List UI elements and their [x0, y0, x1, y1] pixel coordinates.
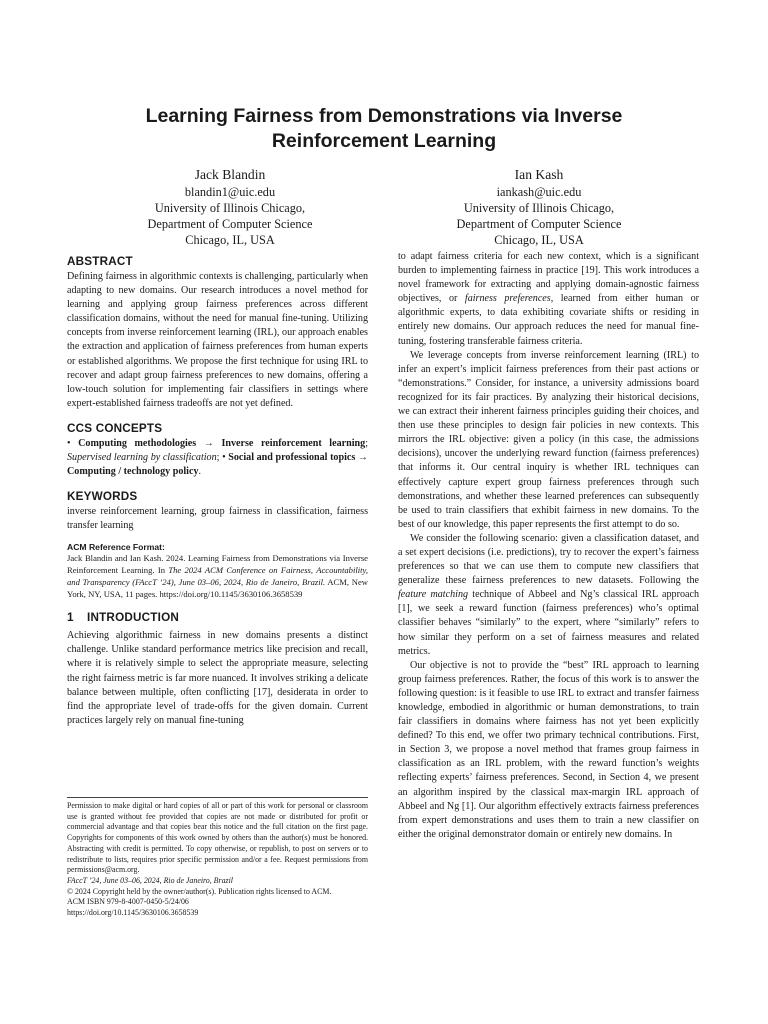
right-column — [398, 250, 699, 842]
author-affiliation: University of Illinois Chicago, — [154, 201, 306, 215]
acm-reference-venue: The 2024 ACM Conference on Fairness, Accountability, and Transparency (FAccT ’24), June 03–06, 2024, Rio de Janeiro, Brazil. — [67, 565, 368, 587]
permission-text: Permission to make digital or hard copies of all or part of this work for personal or classroom use is granted without fee provided that copies are not made or distributed for profit or commercial advantage and that copies bear this notice and the full citation on the first page. Copyrights for components of this work owned by others than the author(s) must be honored. Abstracting with credit is permitted. To copy otherwise, or republish, to post on servers or to redistribute to lists, requires prior specific permission and/or a fee. Request permissions from permissions@acm.org. — [67, 801, 368, 875]
author-location: Chicago, IL, USA — [494, 233, 584, 247]
intro-paragraph-1-continued — [398, 250, 699, 349]
author-name: Ian Kash — [514, 167, 564, 182]
author-location: Chicago, IL, USA — [185, 233, 275, 247]
intro-text: , learned from either human or algorithmic experts, to data exhibiting covariate shifts or residing in entirely new domains. Our approach reduces the need for manual fine-tuning, fostering transferable fairness criteria. — [398, 293, 699, 347]
ccs-bullet: • — [222, 452, 226, 464]
keywords-heading: KEYWORDS — [67, 490, 138, 504]
intro-text: to adapt fairness criteria for each new context, which is a significant burden to implementing fairness in practice [19]. This work introduces a novel framework for extracting and applying domain-agnostic fairness objectives, or — [398, 251, 699, 305]
ccs-heading: CCS CONCEPTS — [67, 421, 163, 435]
abstract-heading: ABSTRACT — [67, 255, 133, 268]
title-line-1: Learning Fairness from Demonstrations via Inverse — [145, 105, 623, 127]
permission-footnote — [67, 797, 368, 919]
author-email: blandin1@uic.edu — [184, 185, 276, 199]
isbn-line: ACM ISBN 979-8-4007-0450-5/24/06 — [67, 897, 189, 907]
intro-text: We consider the following scenario: given a classification dataset, and a set expert decisions (i.e. predictions), try to recover the expert’s fairness preferences so that we can use them to compute new classifiers that generalize these fairness preferences to new datasets. Following the — [398, 532, 699, 587]
conference-line: FAccT ’24, June 03–06, 2024, Rio de Janeiro, Brazil — [67, 875, 233, 885]
ccs-sep: ; — [365, 437, 369, 449]
ccs-item-1-sub: Supervised learning by classification — [67, 452, 217, 464]
author-block-2 — [414, 166, 664, 248]
section-title: INTRODUCTION — [87, 611, 179, 625]
paper-title — [60, 104, 708, 154]
acm-reference-doi: ACM, New York, NY, USA, 11 pages. https://doi.org/10.1145/3630106.3658539 — [67, 576, 368, 599]
acm-reference-text — [67, 553, 368, 600]
intro-paragraph-4: Our objective is not to provide the “best” IRL approach to learning group fairness preferences. Rather, the focus of this work is to answer the following question: is it feasible to use IRL to extract and transfer fairness knowledge, embodied in algorithmic or human demonstrations, to train fair classifiers in domains where fairness has not yet been explicitly defined? To this end, we offer two primary technical contributions. First, in Section 3, we propose a novel method that frames group fairness in classification as an IRL problem, with the reward function’s weights reflecting experts’ fairness preferences. Second, in Section 4, we present an algorithm inspired by the classical max-margin IRL approach of Abbeel and Ng [1]. Our algorithm effectively extracts fairness preferences from expert demonstrations and uses them to train a new classifier on either the original demonstrator domain or entirely new domains. In — [398, 659, 699, 840]
doi-link[interactable]: https://doi.org/10.1145/3630106.3658539 — [67, 908, 199, 918]
author-department: Department of Computer Science — [456, 217, 622, 231]
intro-paragraph-2: We leverage concepts from inverse reinforcement learning (IRL) to infer an expert’s implicit fairness preferences from their past actions or “demonstrations.” Consider, for instance, a university admissions board recognized for its fair practices. By analyzing their historical decisions, we can extract their inherent fairness principles guiding their choices, and then use these principles to design fair policies in new contexts. This mirrors the IRL objective: given a policy (in this case, the admissions decisions), uncover the underlying reward function (fairness preferences) that informs it. Our central inquiry is whether IRL techniques can effectively capture expert group fairness preferences through such demonstrations, and whether these learned preferences can subsequently be used to train classifiers that exhibit fairness in new domains. To the best of our knowledge, this paper represents the first attempt to do so. — [398, 349, 699, 530]
intro-paragraph-3 — [398, 532, 699, 659]
abstract-text: Defining fairness in algorithmic contexts is challenging, particularly when adapting to new domains. Our research introduces a novel method for learning and applying group fairness preferences across different classification domains, without the need for manual fine-tuning. Utilizing concepts from inverse reinforcement learning (IRL), our approach enables the extraction and application of fairness preferences from human experts or established algorithms. We propose the first technique for using IRL to recover and adapt group fairness preferences to new domains, offering a low-touch solution for implementing fair classifiers in settings where expert-established fairness tradeoffs are not yet defined. — [67, 271, 368, 409]
left-column — [67, 254, 368, 728]
ccs-item-2: Social and professional topics → Computing / technology policy — [67, 452, 369, 478]
author-block-1 — [105, 166, 355, 248]
author-name: Jack Blandin — [194, 167, 266, 182]
introduction-heading — [67, 610, 368, 626]
title-line-2: Reinforcement Learning — [271, 130, 497, 152]
ccs-bullet: • — [67, 437, 71, 449]
acm-reference-heading: ACM Reference Format: — [67, 542, 165, 553]
section-number: 1 — [67, 611, 74, 625]
author-affiliation: University of Illinois Chicago, — [463, 201, 615, 215]
author-email: iankash@uic.edu — [496, 185, 582, 199]
ccs-concepts — [67, 437, 368, 479]
intro-emphasis: fairness preferences — [464, 293, 551, 305]
ccs-end: . — [198, 466, 202, 478]
ccs-item-1: Computing methodologies → Inverse reinforcement learning — [78, 437, 366, 449]
acm-reference-authors: Jack Blandin and Ian Kash. 2024. Learning Fairness from Demonstrations via Inverse Reinforcement Learning. In — [67, 553, 368, 576]
ccs-sep: ; — [216, 452, 220, 464]
author-department: Department of Computer Science — [147, 217, 313, 231]
keywords-text: inverse reinforcement learning, group fairness in classification, fairness transfer learning — [67, 506, 368, 532]
intro-paragraph-1: Achieving algorithmic fairness in new domains presents a distinct challenge. Unlike standard performance metrics like precision and recall, where it is relatively simple to select the appropriate measure, selecting the right fairness metric is far more nuanced. It involves striking a delicate balance between multiple, often conflicting [17], desiderata in order to find the appropriate level of trade-offs for the given domain. Current practices largely rely on manual fine-tuning — [67, 630, 368, 726]
intro-text: technique of Abbeel and Ng’s classical IRL approach [1], we seek a reward function (fairness preferences) who’s optimal classifier behaves “similarly” to the expert, where “similarly” refers to how similar they perform on a set of fairness measures and related metrics. — [398, 589, 699, 657]
copyright-line: © 2024 Copyright held by the owner/author(s). Publication rights licensed to ACM. — [67, 886, 332, 896]
intro-emphasis: feature matching — [398, 589, 469, 601]
